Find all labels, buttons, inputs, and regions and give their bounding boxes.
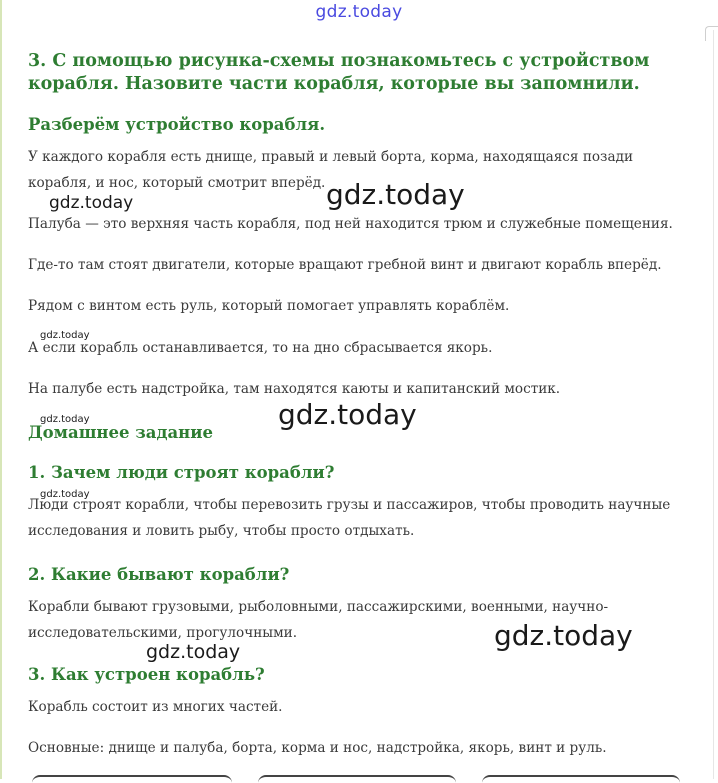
answer-2-line-2: исследовательскими, прогулочными. (28, 625, 298, 641)
watermark-medium: gdz.today (146, 641, 241, 663)
task-title-line-2: корабля. Назовите части корабля, которые вы запомнили. (28, 74, 640, 94)
analysis-paragraph-5: А если корабль останавливается, то на дно сбрасывается якорь. (28, 340, 493, 356)
answer-3-line-1: Корабль состоит из многих частей. (28, 699, 283, 715)
site-watermark-top: gdz.today (315, 2, 403, 22)
watermark-large: gdz.today (326, 178, 465, 211)
task-title (28, 50, 649, 96)
answer-1-line-1: Люди строят корабли, чтобы перевозить грузы и пассажиров, чтобы проводить научные (28, 497, 671, 513)
watermark-small: gdz.today (40, 414, 90, 425)
left-accent-rule (0, 0, 2, 779)
analysis-paragraph-1-line-2: корабля, и нос, который смотрит вперёд. (28, 175, 326, 191)
bottom-nav-button-3[interactable] (482, 775, 680, 783)
analysis-paragraph-3: Где-то там стоят двигатели, которые вращают гребной винт и двигают корабль вперёд. (28, 257, 662, 273)
corner-bracket (705, 26, 718, 41)
analysis-heading: Разберём устройство корабля. (28, 115, 326, 134)
bottom-nav-button-2[interactable] (258, 775, 456, 783)
analysis-paragraph-1-line-1: У каждого корабля есть днище, правый и левый борта, корма, находящаяся позади (28, 149, 634, 165)
answer-2-line-1: Корабли бывают грузовыми, рыболовными, пассажирскими, военными, научно- (28, 599, 609, 615)
analysis-paragraph-2: Палуба — это верхняя часть корабля, под ней находится трюм и служебные помещения. (28, 216, 673, 232)
analysis-paragraph-6: На палубе есть надстройка, там находятся каюты и капитанский мостик. (28, 381, 561, 397)
watermark-large: gdz.today (278, 398, 417, 431)
bottom-nav-button-1[interactable] (32, 775, 232, 783)
task-title-line-1: 3. С помощью рисунка-схемы познакомьтесь с устройством (28, 51, 650, 71)
watermark-small: gdz.today (40, 489, 90, 500)
watermark-small: gdz.today (40, 330, 90, 341)
watermark-medium: gdz.today (49, 193, 134, 213)
right-border-rule (713, 30, 714, 779)
watermark-large: gdz.today (494, 619, 633, 652)
answer-1-line-2: исследования и ловить рыбу, чтобы просто отдыхать. (28, 523, 415, 539)
answer-3-line-2: Основные: днище и палуба, борта, корма и нос, надстройка, якорь, винт и руль. (28, 740, 607, 756)
question-1: 1. Зачем люди строят корабли? (28, 463, 335, 482)
homework-heading: Домашнее задание (28, 423, 213, 442)
question-2: 2. Какие бывают корабли? (28, 565, 290, 584)
analysis-paragraph-4: Рядом с винтом есть руль, который помогает управлять кораблём. (28, 298, 510, 314)
question-3: 3. Как устроен корабль? (28, 665, 265, 684)
